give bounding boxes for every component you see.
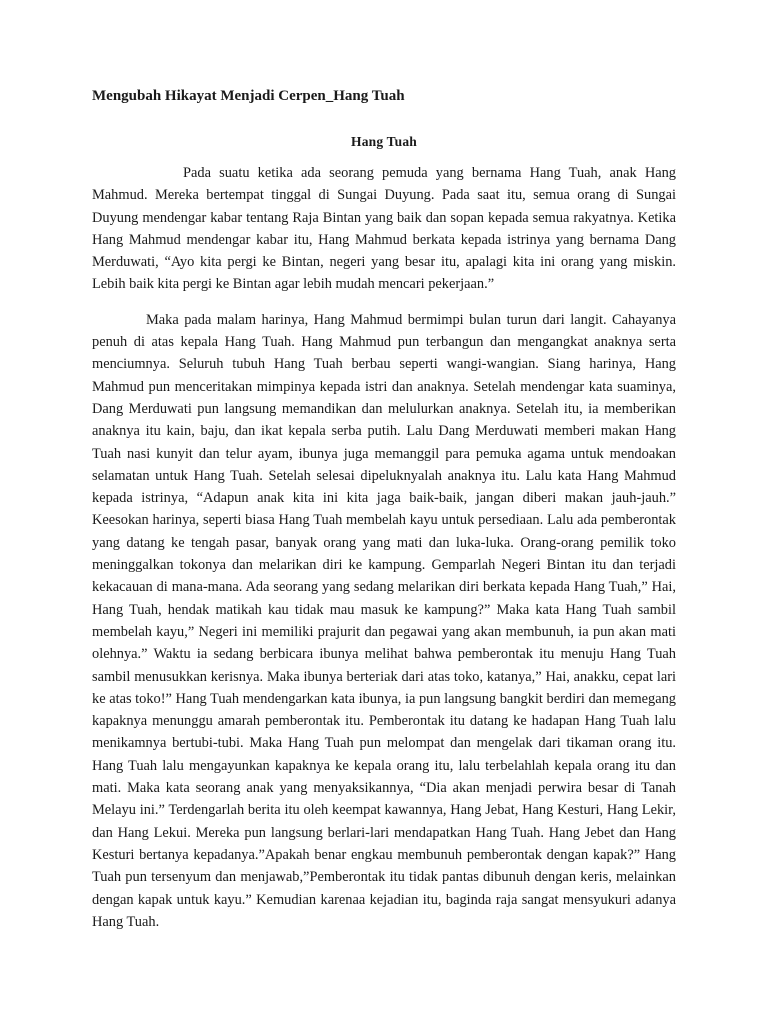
- document-heading: Mengubah Hikayat Menjadi Cerpen_Hang Tuah: [92, 88, 405, 104]
- document-page: [92, 86, 676, 933]
- story-title: Hang Tuah: [351, 134, 417, 149]
- story-paragraph-2: Maka pada malam harinya, Hang Mahmud bermimpi bulan turun dari langit. Cahayanya penuh di atas kepala Hang Tuah. Hang Mahmud pun terbangun dan mengangkat anaknya serta menciumnya. Seluruh tubuh Hang Tuah berbau seperti wangi-wangian. Siang harinya, Hang Mahmud pun menceritakan mimpinya kepada istri dan anaknya. Setelah mendengar kata suaminya, Dang Merduwati pun langsung memandikan dan melulurkan anaknya. Setelah itu, ia memberikan anaknya itu kain, baju, dan ikat kepala serba putih. Lalu Dang Merduwati memberi makan Hang Tuah nasi kunyit dan telur ayam, ibunya juga memanggil para pemuka agama untuk mendoakan selamatan untuk Hang Tuah. Setelah selesai dipeluknyalah anaknya itu. Lalu kata Hang Mahmud kepada istrinya, “Adapun anak kita ini kita jaga baik-baik, jangan diberi makan jauh-jauh.” Keesokan harinya, seperti biasa Hang Tuah membelah kayu untuk persediaan. Lalu ada pemberontak yang datang ke tengah pasar, banyak orang yang mati dan luka-luka. Orang-orang pemilik toko meninggalkan tokonya dan melarikan diri ke kampung. Gemparlah Negeri Bintan itu dan terjadi kekacauan di mana-mana. Ada seorang yang sedang melarikan diri berkata kepada Hang Tuah,” Hai, Hang Tuah, hendak matikah kau tidak mau masuk ke kampung?” Maka kata Hang Tuah sambil membelah kayu,” Negeri ini memiliki prajurit dan pegawai yang akan membunuh, ia pun akan mati olehnya.” Waktu ia sedang berbicara ibunya melihat bahwa pemberontak itu menuju Hang Tuah sambil menusukkan kerisnya. Maka ibunya berteriak dari atas toko, katanya,” Hai, anakku, cepat lari ke atas toko!” Hang Tuah mendengarkan kata ibunya, ia pun langsung bangkit berdiri dan memegang kapaknya menunggu amarah pemberontak itu. Pemberontak itu datang ke hadapan Hang Tuah lalu menikamnya bertubi-tubi. Maka Hang Tuah pun melompat dan mengelak dari tikaman orang itu. Hang Tuah lalu mengayunkan kapaknya ke kepala orang itu, lalu terbelahlah kepala orang itu dan mati. Maka kata seorang anak yang menyaksikannya, “Dia akan menjadi perwira besar di Tanah Melayu ini.” Terdengarlah berita itu oleh keempat kawannya, Hang Jebat, Hang Kesturi, Hang Lekir, dan Hang Lekui. Mereka pun langsung berlari-lari mendapatkan Hang Tuah. Hang Jebet dan Hang Kesturi bertanya kepadanya.”Apakah benar engkau membunuh pemberontak dengan kapak?” Hang Tuah pun tersenyum dan menjawab,”Pemberontak itu tidak pantas dibunuh dengan keris, melainkan dengan kapak untuk kayu.” Kemudian karenaa kejadian itu, baginda raja sangat mensyukuri adanya Hang Tuah.: [92, 311, 676, 930]
- story-paragraph-1: Pada suatu ketika ada seorang pemuda yang bernama Hang Tuah, anak Hang Mahmud. Mereka bertempat tinggal di Sungai Duyung. Pada saat itu, semua orang di Sungai Duyung mendengar kabar tentang Raja Bintan yang baik dan sopan kepada semua rakyatnya. Ketika Hang Mahmud mendengar kabar itu, Hang Mahmud berkata kepada istrinya yang bernama Dang Merduwati, “Ayo kita pergi ke Bintan, negeri yang besar itu, apalagi kita ini orang yang miskin. Lebih baik kita pergi ke Bintan agar lebih mudah mencari pekerjaan.”: [92, 165, 676, 293]
